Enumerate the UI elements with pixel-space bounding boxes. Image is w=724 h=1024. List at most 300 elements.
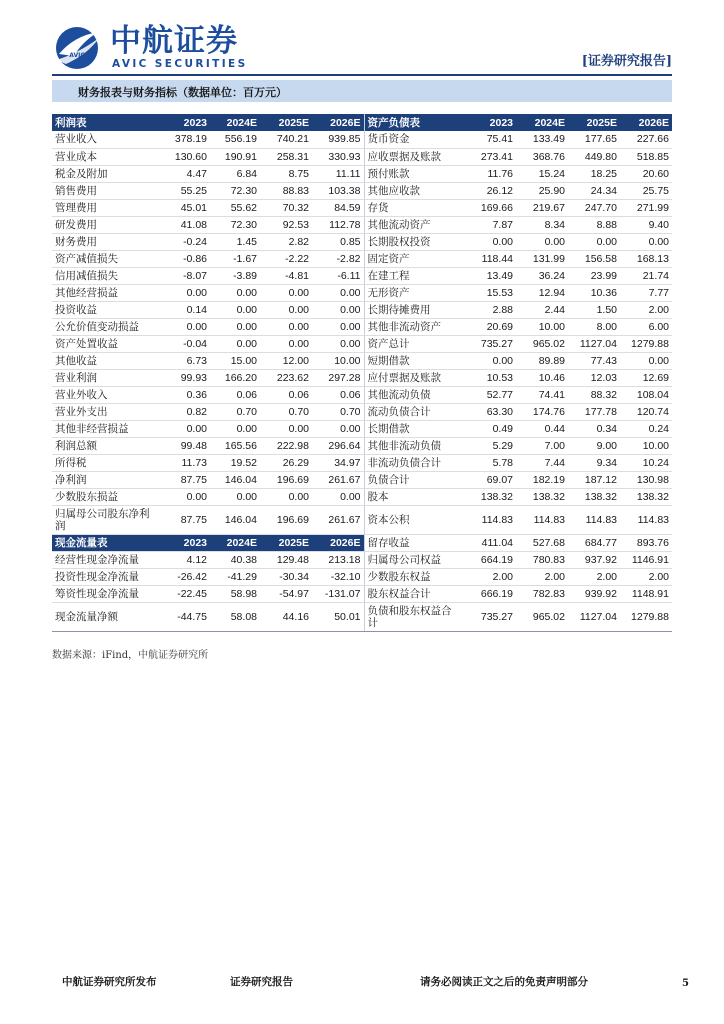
- value-cell: 146.04: [210, 471, 260, 488]
- column-header: 2024E: [210, 114, 260, 131]
- row-label-cell: 净利润: [52, 471, 158, 488]
- value-cell: 20.60: [620, 165, 672, 182]
- value-cell: 129.48: [260, 551, 312, 568]
- value-cell: 939.85: [312, 131, 364, 148]
- value-cell: 130.60: [158, 148, 210, 165]
- table-row: [52, 233, 672, 250]
- value-cell: -22.45: [158, 585, 210, 602]
- row-label-cell: 其他非流动负债: [364, 437, 464, 454]
- row-label-cell: 在建工程: [364, 267, 464, 284]
- value-cell: 20.69: [464, 318, 516, 335]
- value-cell: 103.38: [312, 182, 364, 199]
- value-cell: 72.30: [210, 216, 260, 233]
- value-cell: 41.08: [158, 216, 210, 233]
- table-row: [52, 534, 672, 551]
- row-label-cell: 归属母公司权益: [364, 551, 464, 568]
- table-row: [52, 301, 672, 318]
- value-cell: 138.32: [620, 488, 672, 505]
- value-cell: 87.75: [158, 505, 210, 534]
- value-cell: 133.49: [516, 131, 568, 148]
- footer-disclaimer: 请务必阅读正文之后的免责声明部分: [420, 976, 588, 988]
- row-label-cell: 股东权益合计: [364, 585, 464, 602]
- value-cell: 10.53: [464, 369, 516, 386]
- table-row: [52, 403, 672, 420]
- data-source-note: 数据来源：iFind，中航证券研究所: [52, 650, 209, 661]
- row-label-cell: 资产总计: [364, 335, 464, 352]
- row-label-cell: 税金及附加: [52, 165, 158, 182]
- value-cell: 0.82: [158, 403, 210, 420]
- value-cell: 1148.91: [620, 585, 672, 602]
- value-cell: 965.02: [516, 602, 568, 631]
- value-cell: -2.82: [312, 250, 364, 267]
- value-cell: -8.07: [158, 267, 210, 284]
- value-cell: 449.80: [568, 148, 620, 165]
- row-label-cell: 营业收入: [52, 131, 158, 148]
- value-cell: 2.88: [464, 301, 516, 318]
- value-cell: 10.00: [620, 437, 672, 454]
- value-cell: 99.93: [158, 369, 210, 386]
- value-cell: 75.41: [464, 131, 516, 148]
- row-label-cell: 非流动负债合计: [364, 454, 464, 471]
- table-row: [52, 335, 672, 352]
- value-cell: 0.70: [210, 403, 260, 420]
- value-cell: -30.34: [260, 568, 312, 585]
- row-label-cell: 筹资性现金净流量: [52, 585, 158, 602]
- value-cell: 7.77: [620, 284, 672, 301]
- row-label-cell: 营业成本: [52, 148, 158, 165]
- value-cell: 84.59: [312, 199, 364, 216]
- value-cell: -4.81: [260, 267, 312, 284]
- table-row: [52, 267, 672, 284]
- row-label-cell: 销售费用: [52, 182, 158, 199]
- value-cell: 169.66: [464, 199, 516, 216]
- value-cell: 1.45: [210, 233, 260, 250]
- page-footer: [52, 974, 692, 990]
- value-cell: 0.00: [312, 420, 364, 437]
- row-label-cell: 经营性现金净流量: [52, 551, 158, 568]
- row-label-cell: 信用减值损失: [52, 267, 158, 284]
- table-row: [52, 585, 672, 602]
- value-cell: 77.43: [568, 352, 620, 369]
- value-cell: 1127.04: [568, 335, 620, 352]
- value-cell: 40.38: [210, 551, 260, 568]
- value-cell: 0.00: [516, 233, 568, 250]
- value-cell: 12.00: [260, 352, 312, 369]
- row-label-cell: 财务费用: [52, 233, 158, 250]
- table-row: [52, 216, 672, 233]
- row-label-cell: 归属母公司股东净利润: [52, 505, 158, 534]
- value-cell: 11.73: [158, 454, 210, 471]
- value-cell: 0.85: [312, 233, 364, 250]
- value-cell: 10.00: [312, 352, 364, 369]
- row-label-cell: 股本: [364, 488, 464, 505]
- value-cell: 0.06: [312, 386, 364, 403]
- row-label-cell: 留存收益: [364, 534, 464, 551]
- value-cell: 72.30: [210, 182, 260, 199]
- value-cell: 368.76: [516, 148, 568, 165]
- value-cell: 74.41: [516, 386, 568, 403]
- value-cell: 7.87: [464, 216, 516, 233]
- value-cell: 8.88: [568, 216, 620, 233]
- value-cell: 5.29: [464, 437, 516, 454]
- value-cell: 2.00: [620, 568, 672, 585]
- value-cell: 0.00: [312, 335, 364, 352]
- value-cell: 13.49: [464, 267, 516, 284]
- value-cell: -2.22: [260, 250, 312, 267]
- value-cell: 15.53: [464, 284, 516, 301]
- value-cell: 0.00: [464, 233, 516, 250]
- value-cell: 9.40: [620, 216, 672, 233]
- column-header: 2023: [464, 114, 516, 131]
- value-cell: 88.32: [568, 386, 620, 403]
- value-cell: 0.06: [260, 386, 312, 403]
- row-label-cell: 资产处置收益: [52, 335, 158, 352]
- column-header: 现金流量表: [52, 534, 158, 551]
- value-cell: 9.00: [568, 437, 620, 454]
- table-row: [52, 369, 672, 386]
- value-cell: 0.00: [158, 420, 210, 437]
- value-cell: 0.00: [620, 352, 672, 369]
- value-cell: 0.00: [464, 352, 516, 369]
- value-cell: 261.67: [312, 471, 364, 488]
- value-cell: 10.24: [620, 454, 672, 471]
- value-cell: 330.93: [312, 148, 364, 165]
- row-label-cell: 资本公积: [364, 505, 464, 534]
- value-cell: 1.50: [568, 301, 620, 318]
- value-cell: 0.00: [312, 318, 364, 335]
- row-label-cell: 负债和股东权益合计: [364, 602, 464, 631]
- value-cell: 227.66: [620, 131, 672, 148]
- value-cell: 15.00: [210, 352, 260, 369]
- table-row: [52, 386, 672, 403]
- row-label-cell: 固定资产: [364, 250, 464, 267]
- value-cell: 92.53: [260, 216, 312, 233]
- value-cell: 114.83: [620, 505, 672, 534]
- column-header: 2025E: [260, 114, 312, 131]
- value-cell: -6.11: [312, 267, 364, 284]
- value-cell: 50.01: [312, 602, 364, 631]
- value-cell: 190.91: [210, 148, 260, 165]
- value-cell: 87.75: [158, 471, 210, 488]
- value-cell: 9.34: [568, 454, 620, 471]
- footer-report-type: 证券研究报告: [230, 976, 293, 988]
- table-row: [52, 505, 672, 534]
- value-cell: -26.42: [158, 568, 210, 585]
- value-cell: 182.19: [516, 471, 568, 488]
- value-cell: 0.00: [260, 318, 312, 335]
- row-label-cell: 所得税: [52, 454, 158, 471]
- value-cell: 138.32: [464, 488, 516, 505]
- section-title: 财务报表与财务指标（数据单位：百万元）: [78, 86, 287, 99]
- financial-statements-table: [52, 114, 672, 632]
- row-label-cell: 流动负债合计: [364, 403, 464, 420]
- row-label-cell: 研发费用: [52, 216, 158, 233]
- value-cell: 7.00: [516, 437, 568, 454]
- row-label-cell: 负债合计: [364, 471, 464, 488]
- column-header: 2024E: [210, 534, 260, 551]
- value-cell: -41.29: [210, 568, 260, 585]
- value-cell: 114.83: [464, 505, 516, 534]
- value-cell: 89.89: [516, 352, 568, 369]
- value-cell: 213.18: [312, 551, 364, 568]
- value-cell: -44.75: [158, 602, 210, 631]
- value-cell: 782.83: [516, 585, 568, 602]
- value-cell: 0.24: [620, 420, 672, 437]
- value-cell: 99.48: [158, 437, 210, 454]
- value-cell: 168.13: [620, 250, 672, 267]
- value-cell: 0.00: [620, 233, 672, 250]
- value-cell: -1.67: [210, 250, 260, 267]
- value-cell: 69.07: [464, 471, 516, 488]
- avic-logo-icon: [52, 24, 102, 70]
- table-row: [52, 165, 672, 182]
- value-cell: 0.34: [568, 420, 620, 437]
- value-cell: 2.00: [620, 301, 672, 318]
- value-cell: 556.19: [210, 131, 260, 148]
- value-cell: 527.68: [516, 534, 568, 551]
- value-cell: 666.19: [464, 585, 516, 602]
- value-cell: 258.31: [260, 148, 312, 165]
- value-cell: 174.76: [516, 403, 568, 420]
- row-label-cell: 其他经营损益: [52, 284, 158, 301]
- value-cell: 11.76: [464, 165, 516, 182]
- value-cell: 112.78: [312, 216, 364, 233]
- value-cell: 24.34: [568, 182, 620, 199]
- value-cell: 1279.88: [620, 602, 672, 631]
- value-cell: 0.00: [260, 335, 312, 352]
- row-label-cell: 其他非经营损益: [52, 420, 158, 437]
- value-cell: -131.07: [312, 585, 364, 602]
- value-cell: 138.32: [568, 488, 620, 505]
- value-cell: 893.76: [620, 534, 672, 551]
- column-header: 2023: [158, 114, 210, 131]
- value-cell: 780.83: [516, 551, 568, 568]
- logo-english-name: AVIC SECURITIES: [112, 58, 248, 70]
- table-row: [52, 131, 672, 148]
- value-cell: 12.69: [620, 369, 672, 386]
- value-cell: 411.04: [464, 534, 516, 551]
- row-label-cell: 利润总额: [52, 437, 158, 454]
- value-cell: 0.00: [158, 318, 210, 335]
- value-cell: 165.56: [210, 437, 260, 454]
- table-row: [52, 284, 672, 301]
- value-cell: 664.19: [464, 551, 516, 568]
- table-row: [52, 437, 672, 454]
- value-cell: 196.69: [260, 471, 312, 488]
- value-cell: 0.00: [260, 301, 312, 318]
- value-cell: 138.32: [516, 488, 568, 505]
- row-label-cell: 短期借款: [364, 352, 464, 369]
- column-header: 2023: [158, 534, 210, 551]
- value-cell: 187.12: [568, 471, 620, 488]
- value-cell: 146.04: [210, 505, 260, 534]
- value-cell: 10.00: [516, 318, 568, 335]
- row-label-cell: 营业利润: [52, 369, 158, 386]
- value-cell: 1279.88: [620, 335, 672, 352]
- logo-chinese-name: 中航证券: [110, 23, 238, 59]
- value-cell: 297.28: [312, 369, 364, 386]
- value-cell: 0.00: [210, 488, 260, 505]
- row-label-cell: 应付票据及账款: [364, 369, 464, 386]
- row-label-cell: 无形资产: [364, 284, 464, 301]
- row-label-cell: 投资收益: [52, 301, 158, 318]
- value-cell: 247.70: [568, 199, 620, 216]
- value-cell: 15.24: [516, 165, 568, 182]
- column-header: 2026E: [312, 534, 364, 551]
- value-cell: 0.00: [260, 488, 312, 505]
- value-cell: 108.04: [620, 386, 672, 403]
- value-cell: 965.02: [516, 335, 568, 352]
- value-cell: 1146.91: [620, 551, 672, 568]
- value-cell: 52.77: [464, 386, 516, 403]
- value-cell: -0.86: [158, 250, 210, 267]
- value-cell: 118.44: [464, 250, 516, 267]
- value-cell: 196.69: [260, 505, 312, 534]
- row-label-cell: 现金流量净额: [52, 602, 158, 631]
- row-label-cell: 资产减值损失: [52, 250, 158, 267]
- value-cell: 120.74: [620, 403, 672, 420]
- value-cell: 939.92: [568, 585, 620, 602]
- value-cell: 2.44: [516, 301, 568, 318]
- value-cell: 0.00: [210, 420, 260, 437]
- value-cell: 36.24: [516, 267, 568, 284]
- value-cell: 1127.04: [568, 602, 620, 631]
- value-cell: 2.82: [260, 233, 312, 250]
- value-cell: 740.21: [260, 131, 312, 148]
- row-label-cell: 管理费用: [52, 199, 158, 216]
- row-label-cell: 货币资金: [364, 131, 464, 148]
- section-title-bar: [52, 80, 672, 102]
- table-row: [52, 568, 672, 585]
- value-cell: 44.16: [260, 602, 312, 631]
- value-cell: -32.10: [312, 568, 364, 585]
- value-cell: 0.00: [210, 301, 260, 318]
- table-row: [52, 199, 672, 216]
- column-header: 2024E: [516, 114, 568, 131]
- table-row: [52, 352, 672, 369]
- row-label-cell: 长期待摊费用: [364, 301, 464, 318]
- value-cell: 130.98: [620, 471, 672, 488]
- column-header: 利润表: [52, 114, 158, 131]
- value-cell: 6.00: [620, 318, 672, 335]
- value-cell: 19.52: [210, 454, 260, 471]
- value-cell: 0.00: [158, 488, 210, 505]
- table-row: [52, 602, 672, 631]
- value-cell: 0.70: [260, 403, 312, 420]
- value-cell: 11.11: [312, 165, 364, 182]
- value-cell: 10.46: [516, 369, 568, 386]
- value-cell: 0.44: [516, 420, 568, 437]
- value-cell: 8.00: [568, 318, 620, 335]
- value-cell: 735.27: [464, 335, 516, 352]
- value-cell: 25.90: [516, 182, 568, 199]
- table-row: [52, 420, 672, 437]
- value-cell: 684.77: [568, 534, 620, 551]
- value-cell: 378.19: [158, 131, 210, 148]
- row-label-cell: 投资性现金净流量: [52, 568, 158, 585]
- value-cell: 4.47: [158, 165, 210, 182]
- table-row: [52, 488, 672, 505]
- value-cell: 7.44: [516, 454, 568, 471]
- table-row: [52, 182, 672, 199]
- value-cell: 45.01: [158, 199, 210, 216]
- value-cell: 219.67: [516, 199, 568, 216]
- value-cell: 25.75: [620, 182, 672, 199]
- value-cell: 0.00: [260, 420, 312, 437]
- value-cell: 55.25: [158, 182, 210, 199]
- value-cell: 261.67: [312, 505, 364, 534]
- row-label-cell: 存货: [364, 199, 464, 216]
- value-cell: 18.25: [568, 165, 620, 182]
- value-cell: 114.83: [568, 505, 620, 534]
- value-cell: 58.08: [210, 602, 260, 631]
- value-cell: 0.36: [158, 386, 210, 403]
- value-cell: 21.74: [620, 267, 672, 284]
- row-label-cell: 长期股权投资: [364, 233, 464, 250]
- row-label-cell: 少数股东损益: [52, 488, 158, 505]
- row-label-cell: 其他收益: [52, 352, 158, 369]
- value-cell: 0.00: [568, 233, 620, 250]
- row-label-cell: 其他流动资产: [364, 216, 464, 233]
- table-row: [52, 318, 672, 335]
- row-label-cell: 应收票据及账款: [364, 148, 464, 165]
- value-cell: 5.78: [464, 454, 516, 471]
- value-cell: 88.83: [260, 182, 312, 199]
- header-divider: [52, 74, 672, 76]
- row-label-cell: 其他应收款: [364, 182, 464, 199]
- value-cell: 0.00: [210, 318, 260, 335]
- value-cell: -0.24: [158, 233, 210, 250]
- value-cell: 114.83: [516, 505, 568, 534]
- column-header: 2025E: [260, 534, 312, 551]
- value-cell: 6.73: [158, 352, 210, 369]
- table-row: [52, 148, 672, 165]
- value-cell: 10.36: [568, 284, 620, 301]
- value-cell: 0.14: [158, 301, 210, 318]
- page-number: 5: [682, 978, 689, 989]
- row-label-cell: 营业外支出: [52, 403, 158, 420]
- value-cell: -0.04: [158, 335, 210, 352]
- value-cell: 177.65: [568, 131, 620, 148]
- value-cell: 63.30: [464, 403, 516, 420]
- column-header: 2025E: [568, 114, 620, 131]
- value-cell: 0.00: [260, 284, 312, 301]
- logo-badge-text: AVIC: [69, 52, 85, 59]
- value-cell: 0.06: [210, 386, 260, 403]
- value-cell: 8.34: [516, 216, 568, 233]
- value-cell: 2.00: [464, 568, 516, 585]
- value-cell: 34.97: [312, 454, 364, 471]
- value-cell: 26.12: [464, 182, 516, 199]
- row-label-cell: 其他流动负债: [364, 386, 464, 403]
- value-cell: 23.99: [568, 267, 620, 284]
- row-label-cell: 长期借款: [364, 420, 464, 437]
- report-type-tag: [证券研究报告]: [581, 54, 672, 69]
- value-cell: 8.75: [260, 165, 312, 182]
- value-cell: 166.20: [210, 369, 260, 386]
- value-cell: 222.98: [260, 437, 312, 454]
- value-cell: 273.41: [464, 148, 516, 165]
- table-row: [52, 454, 672, 471]
- table-row: [52, 250, 672, 267]
- column-header: 2026E: [620, 114, 672, 131]
- value-cell: 296.64: [312, 437, 364, 454]
- value-cell: 271.99: [620, 199, 672, 216]
- value-cell: -54.97: [260, 585, 312, 602]
- footer-publisher: 中航证券研究所发布: [62, 976, 157, 988]
- value-cell: -3.89: [210, 267, 260, 284]
- value-cell: 0.00: [312, 284, 364, 301]
